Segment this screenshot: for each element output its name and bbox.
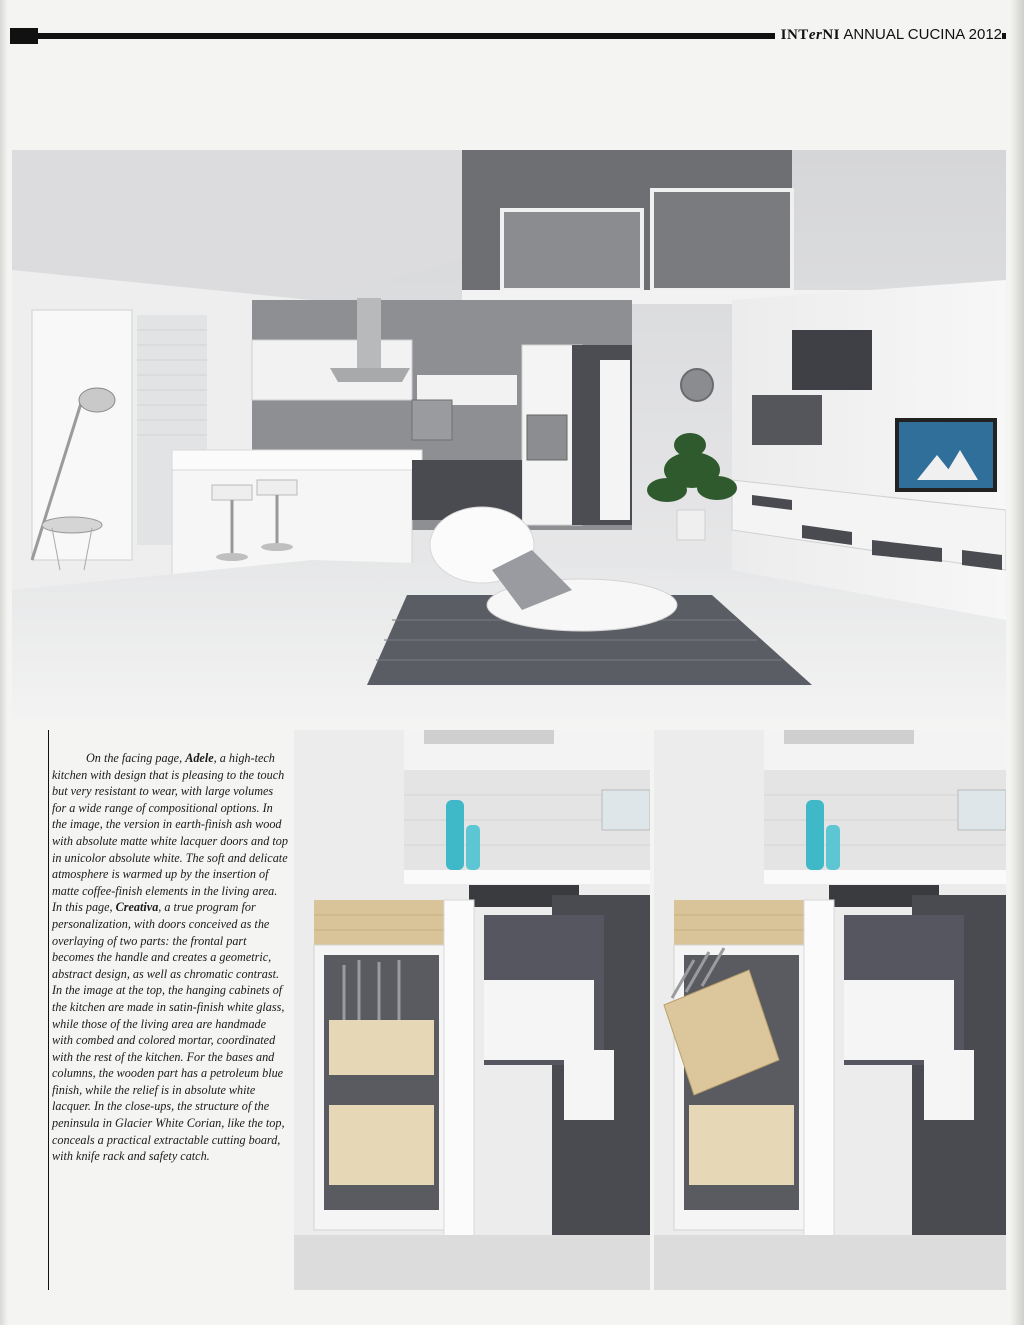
kitchen-living-illustration <box>12 150 1006 720</box>
brand-prefix: INT <box>780 27 809 43</box>
magazine-brand <box>781 27 840 43</box>
section-title: ANNUAL CUCINA 2012 <box>843 26 1002 43</box>
cutting-board-closed-illustration <box>294 730 650 1290</box>
product-name-creativa: Creativa <box>115 900 159 915</box>
caption-body-2: , a true program for personalization, with doors conceived as the overlaying of two parts: the frontal part becomes the handle and creates a geometric, abstract design, as well as chromatic contrast. In the image at the top, the hanging cabinets of the kitchen are made in satin-finish white glass, while those of the living area are handmade with combed and colored mortar, coordinated with the rest of the kitchen. For the bases and columns, the wooden part has a petroleum blue finish, while the relief is in absolute white lacquer. In the close-ups, the structure of the peninsula in Glacier White Corian, like the top, conceals a practical extractable cutting board, with knife rack and safety catch. <box>52 900 285 1164</box>
closeup-photo-open <box>654 730 1006 1290</box>
cutting-board-open-illustration <box>654 730 1006 1290</box>
page-edge-shadow <box>0 0 8 1325</box>
main-kitchen-photo <box>12 150 1006 720</box>
closeup-photo-closed <box>294 730 650 1290</box>
product-name-adele: Adele <box>185 751 214 765</box>
brand-suffix: NI <box>822 27 840 43</box>
caption-intro: On the facing page, <box>86 751 186 765</box>
caption-body-1: , a high-tech kitchen with design that is pleasing to the touch but very resistant to wear, with large volumes for a wide range of compositional options. In the image, the version in earth-finish ash wood with absolute matte white lacquer doors and top in unicolor absolute white. The soft and delicate atmosphere is warmed up by the insertion of matte coffee-finish elements in the living area. In this page, <box>52 751 288 915</box>
running-header <box>775 26 1002 44</box>
caption-rule <box>48 730 49 1290</box>
caption-text <box>52 750 290 1165</box>
brand-italic: er <box>808 27 823 43</box>
page-edge-shadow <box>1010 0 1024 1325</box>
header-rule-mark <box>10 28 38 44</box>
